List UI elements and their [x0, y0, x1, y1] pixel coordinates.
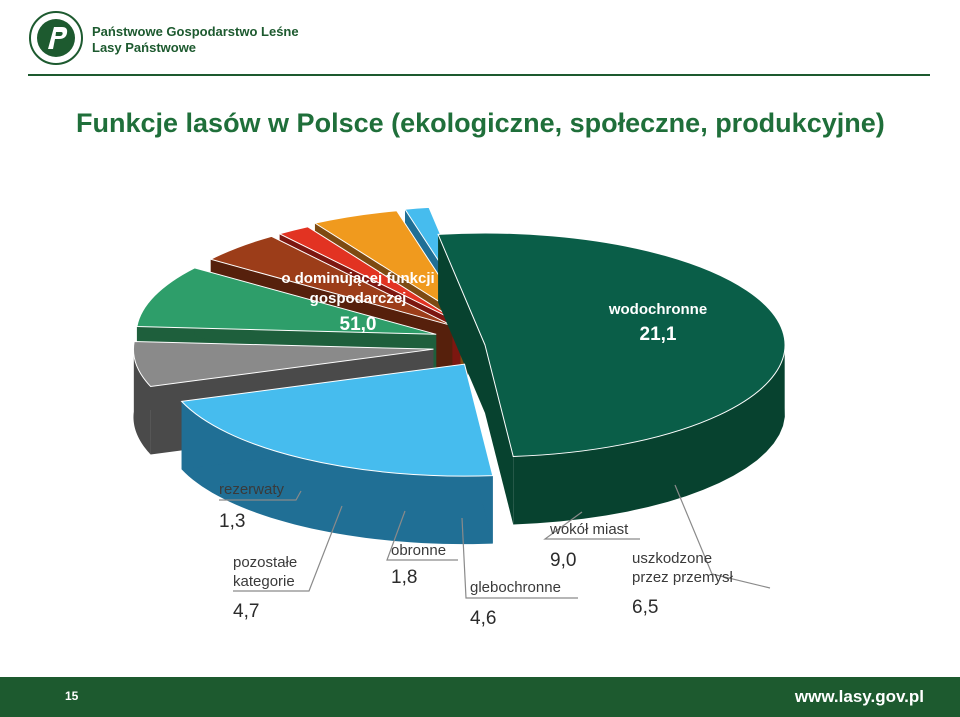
slice-label-5-0: obronne [391, 542, 447, 559]
header [0, 0, 960, 76]
slice-label-1-0: wodochronne [608, 301, 708, 318]
footer [0, 677, 960, 717]
page-number: 15 [65, 689, 79, 703]
slice-label-0-0: o dominującej funkcji [281, 270, 435, 287]
slice-value-7: 1,3 [219, 511, 246, 532]
slice-value-1: 21,1 [639, 324, 677, 345]
pie-chart [0, 150, 960, 670]
slice-value-4: 4,6 [470, 608, 497, 629]
slice-label-2-0: uszkodzone [632, 550, 713, 567]
org-name: Państwowe Gospodarstwo Leśne [92, 24, 299, 39]
lasy-panstwowe-logo-icon[interactable] [28, 10, 84, 66]
slice-label-4-0: glebochronne [470, 579, 561, 596]
slice-label-3-0: wokół miast [550, 521, 629, 538]
slice-value-3: 9,0 [550, 550, 577, 571]
header-divider [28, 74, 930, 76]
slice-value-6: 4,7 [233, 601, 260, 622]
website-url[interactable]: www.lasy.gov.pl [794, 687, 924, 706]
slice-label-0-1: gospodarczej [309, 290, 407, 307]
page-title: Funkcje lasów w Polsce (ekologiczne, społeczne, produkcyjne) [76, 108, 885, 138]
slice-label-2-1: przez przemysł [632, 569, 733, 586]
slice-value-0: 51,0 [339, 314, 377, 335]
slice-value-5: 1,8 [391, 567, 418, 588]
slice-label-6-1: kategorie [233, 573, 295, 590]
slice-value-2: 6,5 [632, 597, 659, 618]
slice-label-7-0: rezerwaty [219, 481, 285, 498]
slice-label-6-0: pozostałe [233, 554, 298, 571]
org-subname: Lasy Państwowe [92, 40, 197, 55]
